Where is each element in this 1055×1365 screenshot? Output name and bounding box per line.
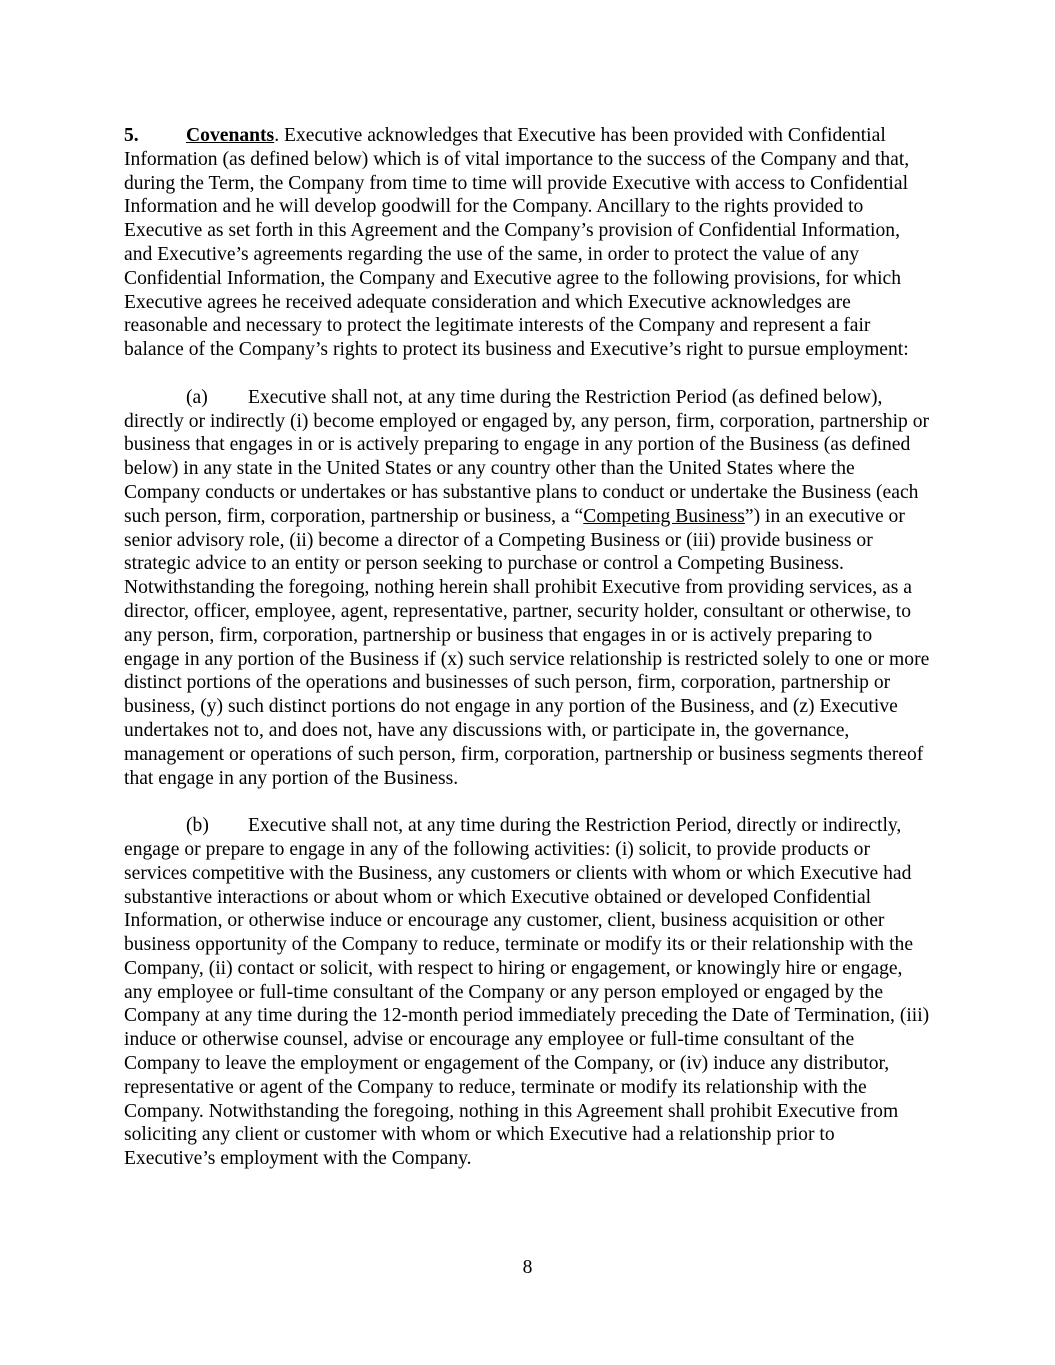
page-number: 8 <box>522 1257 533 1278</box>
clause-b-text: Executive shall not, at any time during the Restriction Period, directly or indirectly, engage or prepare to engage in any of the following activities: (i) solicit, to provide products or services competitive with the Business, any customers or clients with whom or which Executive had substantive interactions or about whom or which Executive obtained or developed Confidential Information, or otherwise induce or encourage any customer, client, business acquisition or other business opportunity of the Company to reduce, terminate or modify its or their relationship with the Company, (ii) contact or solicit, with respect to hiring or engagement, or knowingly hire or engage, any employee or full-time consultant of the Company or any person employed or engaged by the Company at any time during the 12-month period immediately preceding the Date of Termination, (iii) induce or otherwise counsel, advise or encourage any employee or full-time consultant of the Company to leave the employment or engagement of the Company, or (iv) induce any distributor, representative or agent of the Company to reduce, terminate or modify its relationship with the Company. Notwithstanding the foregoing, nothing in this Agreement shall prohibit Executive from soliciting any client or customer with whom or which Executive had a relationship prior to Executive’s employment with the Company. <box>124 815 930 1170</box>
section-title: Covenants <box>186 125 275 146</box>
clause-b-label: (b) <box>186 815 209 837</box>
document-body <box>124 124 930 1195</box>
clause-a-text-before: Executive shall not, at any time during the Restriction Period (as defined below), directly or indirectly (i) become employed or engaged by, any person, firm, corporation, partnership or business that engages in or is actively preparing to engage in any portion of the Business (as defined below) in any state in the United States or any country other than the United States where the Company conducts or undertakes or has substantive plans to conduct or undertake the Business (each such person, firm, corporation, partnership or business, a “ <box>124 386 930 527</box>
clause-a-paragraph <box>124 386 930 791</box>
clause-b-paragraph <box>124 814 930 1171</box>
section-intro-text: Executive acknowledges that Executive has been provided with Confidential Information (as defined below) which is of vital importance to the success of the Company and that, during the Term, the Company from time to time will provide Executive with access to Confidential Information and he will develop goodwill for the Company. Ancillary to the rights provided to Executive as set forth in this Agreement and the Company’s provision of Confidential Information, and Executive’s agreements regarding the use of the same, in order to protect the value of any Confidential Information, the Company and Executive agree to the following provisions, for which Executive agrees he received adequate consideration and which Executive acknowledges are reasonable and necessary to protect the legitimate interests of the Company and represent a fair balance of the Company’s rights to protect its business and Executive’s right to pursue employment: <box>124 125 910 361</box>
section-5-paragraph <box>124 124 930 362</box>
defined-term-competing-business: Competing Business <box>583 505 745 527</box>
section-title-punct: . <box>274 125 280 146</box>
clause-a-label: (a) <box>186 386 208 408</box>
section-number: 5. <box>124 125 139 146</box>
clause-a-text-after: ”) in an executive or senior advisory role, (ii) become a director of a Competing Business or (iii) provide business or strategic advice to an entity or person seeking to purchase or control a Competing Business. Notwithstanding the foregoing, nothing herein shall prohibit Executive from providing services, as a director, officer, employee, agent, representative, partner, security holder, consultant or otherwise, to any person, firm, corporation, partnership or business that engages in or is actively preparing to engage in any portion of the Business if (x) such service relationship is restricted solely to one or more distinct portions of the operations and businesses of such person, firm, corporation, partnership or business, (y) such distinct portions do not engage in any portion of the Business, and (z) Executive undertakes not to, and does not, have any discussions with, or participate in, the governance, management or operations of such person, firm, corporation, partnership or business segments thereof that engage in any portion of the Business. <box>124 505 930 789</box>
